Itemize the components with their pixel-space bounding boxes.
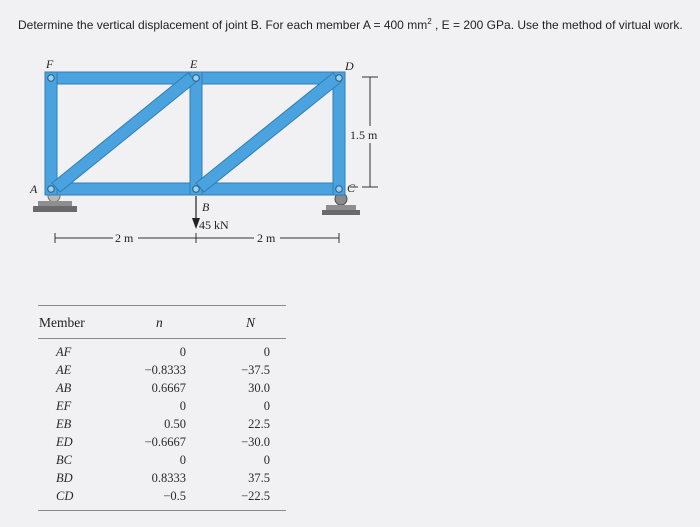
row-n: 0.50 xyxy=(164,417,186,431)
table-header-rule xyxy=(38,338,286,339)
header-member: Member xyxy=(39,315,85,330)
joint-b-pin xyxy=(193,186,200,193)
row-n: −0.8333 xyxy=(144,363,186,377)
joint-a-pin xyxy=(48,186,55,193)
joint-e-pin xyxy=(193,75,200,82)
row-member: CD xyxy=(56,489,74,503)
table-top-rule xyxy=(38,305,286,306)
label-e: E xyxy=(190,57,198,71)
table-bottom-rule xyxy=(38,510,286,511)
row-member: BD xyxy=(56,471,73,485)
problem-text-before: Determine the vertical displacement of joint B. For each member A = 400 mm xyxy=(18,18,428,32)
load-label: 45 kN xyxy=(199,218,229,232)
header-N: N xyxy=(246,315,256,330)
row-member: AB xyxy=(56,381,72,395)
span-right-label: 2 m xyxy=(257,231,276,245)
problem-superscript: 2 xyxy=(427,17,432,26)
row-N: 0 xyxy=(263,345,270,359)
row-N: 22.5 xyxy=(248,417,270,431)
problem-text-after: , E = 200 GPa. Use the method of virtual work. xyxy=(431,18,683,32)
label-d: D xyxy=(345,59,354,73)
row-n: 0 xyxy=(179,345,186,359)
height-label: 1.5 m xyxy=(350,128,378,142)
joint-d-pin xyxy=(336,75,343,82)
row-member: AF xyxy=(56,345,72,359)
label-a: A xyxy=(30,182,38,196)
row-member: EB xyxy=(56,417,72,431)
row-member: AE xyxy=(56,363,72,377)
member-force-table xyxy=(38,300,286,515)
label-c: C xyxy=(347,181,356,195)
row-n: 0 xyxy=(179,453,186,467)
member-eb xyxy=(190,72,202,195)
row-n: 0.6667 xyxy=(151,381,186,395)
row-n: 0.8333 xyxy=(151,471,186,485)
member-af xyxy=(45,72,57,195)
row-member: BC xyxy=(56,453,72,467)
member-ae xyxy=(52,73,196,192)
row-n: 0 xyxy=(179,399,186,413)
member-dc xyxy=(333,72,345,195)
row-member: EF xyxy=(56,399,72,413)
row-N: 0 xyxy=(263,399,270,413)
label-b: B xyxy=(202,200,210,214)
row-N: 37.5 xyxy=(248,471,270,485)
label-f: F xyxy=(46,57,54,71)
joint-f-pin xyxy=(48,75,55,82)
row-N: −22.5 xyxy=(241,489,270,503)
row-N: −30.0 xyxy=(241,435,270,449)
row-N: 30.0 xyxy=(248,381,270,395)
member-bd xyxy=(196,73,341,192)
row-n: −0.5 xyxy=(163,489,186,503)
row-N: −37.5 xyxy=(241,363,270,377)
row-member: ED xyxy=(56,435,73,449)
joint-c-pin xyxy=(336,186,343,193)
header-n: n xyxy=(156,315,163,330)
span-dimension xyxy=(55,233,339,243)
roller-support-c xyxy=(322,193,360,215)
row-n: −0.6667 xyxy=(144,435,186,449)
span-left-label: 2 m xyxy=(115,231,134,245)
row-N: 0 xyxy=(263,453,270,467)
